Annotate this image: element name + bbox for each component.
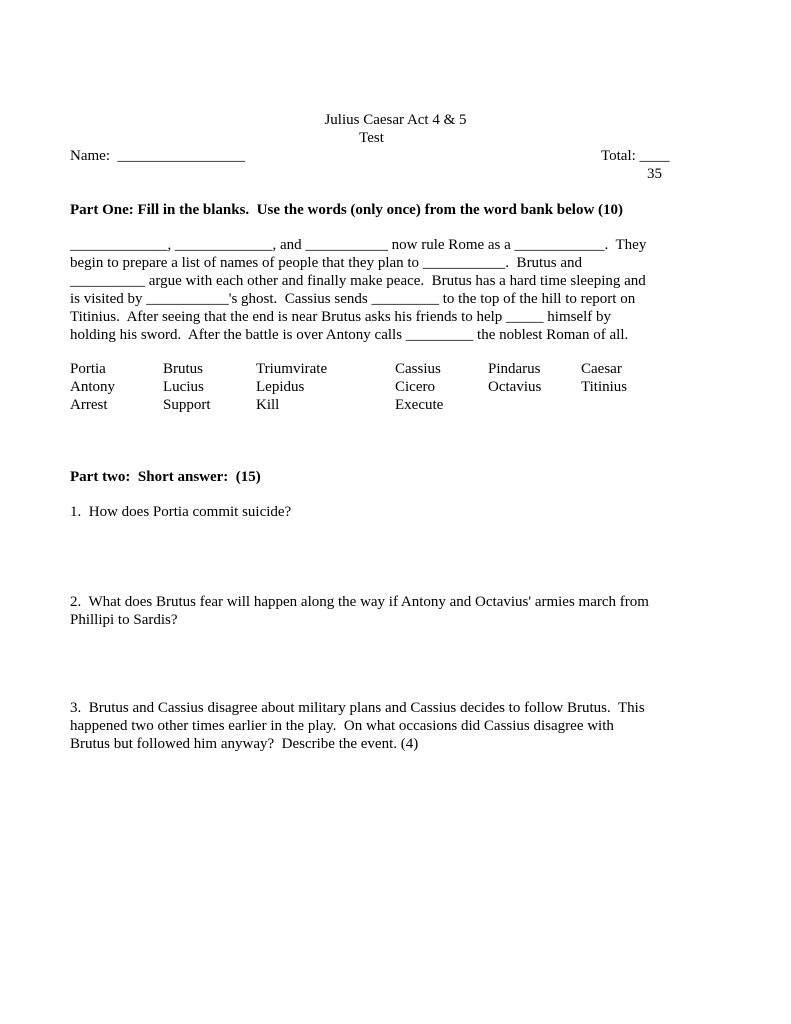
word-bank-word: Triumvirate	[256, 361, 328, 377]
word-bank-word: Pindarus	[488, 361, 541, 377]
word-bank-word: Lepidus	[256, 379, 305, 395]
document-title: Julius Caesar Act 4 & 5	[324, 112, 467, 128]
document-subtitle: Test	[359, 130, 384, 146]
word-bank-word: Execute	[395, 397, 444, 413]
paragraph-line: is visited by ___________'s ghost. Cassius sends _________ to the top of the hill to report on	[70, 291, 636, 307]
name-field: Name: _________________	[70, 148, 245, 164]
word-bank-word: Octavius	[488, 379, 542, 395]
part-one-heading: Part One: Fill in the blanks. Use the words (only once) from the word bank below (10)	[70, 202, 624, 218]
question-line: Phillipi to Sardis?	[70, 612, 178, 628]
word-bank-word: Antony	[70, 379, 115, 395]
word-bank-word: Cicero	[395, 379, 435, 395]
short-answer-question-1	[70, 503, 710, 521]
word-bank-word: Support	[163, 397, 211, 413]
total-max-points: 35	[647, 166, 662, 182]
word-bank-word: Kill	[256, 397, 280, 413]
word-bank-word: Caesar	[581, 361, 622, 377]
word-bank-word: Cassius	[395, 361, 441, 377]
word-bank-word: Lucius	[163, 379, 204, 395]
paragraph-line: Titinius. After seeing that the end is near Brutus asks his friends to help _____ himself by	[70, 309, 612, 325]
paragraph-line: holding his sword. After the battle is over Antony calls _________ the noblest Roman of all.	[70, 327, 629, 343]
word-bank-word: Arrest	[70, 397, 108, 413]
part-two-heading: Part two: Short answer: (15)	[70, 469, 261, 485]
short-answer-question-2	[70, 593, 710, 629]
question-line: Brutus but followed him anyway? Describe the event. (4)	[70, 736, 419, 752]
word-bank-word: Titinius	[581, 379, 628, 395]
word-bank-word: Brutus	[163, 361, 204, 377]
paragraph-line: __________ argue with each other and finally make peace. Brutus has a hard time sleeping and	[70, 273, 646, 289]
question-line: 3. Brutus and Cassius disagree about military plans and Cassius decides to follow Brutus. This	[70, 700, 645, 716]
paragraph-line: _____________, _____________, and ___________ now rule Rome as a ____________. They	[70, 237, 647, 253]
short-answer-question-3	[70, 699, 710, 753]
question-line: 2. What does Brutus fear will happen along the way if Antony and Octavius' armies march from	[70, 594, 649, 610]
word-bank-word: Portia	[70, 361, 106, 377]
paragraph-line: begin to prepare a list of names of people that they plan to ___________. Brutus and	[70, 255, 582, 271]
question-line: 1. How does Portia commit suicide?	[70, 504, 292, 520]
total-field: Total: ____	[601, 148, 670, 164]
question-line: happened two other times earlier in the play. On what occasions did Cassius disagree with	[70, 718, 614, 734]
fill-in-blanks-paragraph	[70, 236, 670, 344]
